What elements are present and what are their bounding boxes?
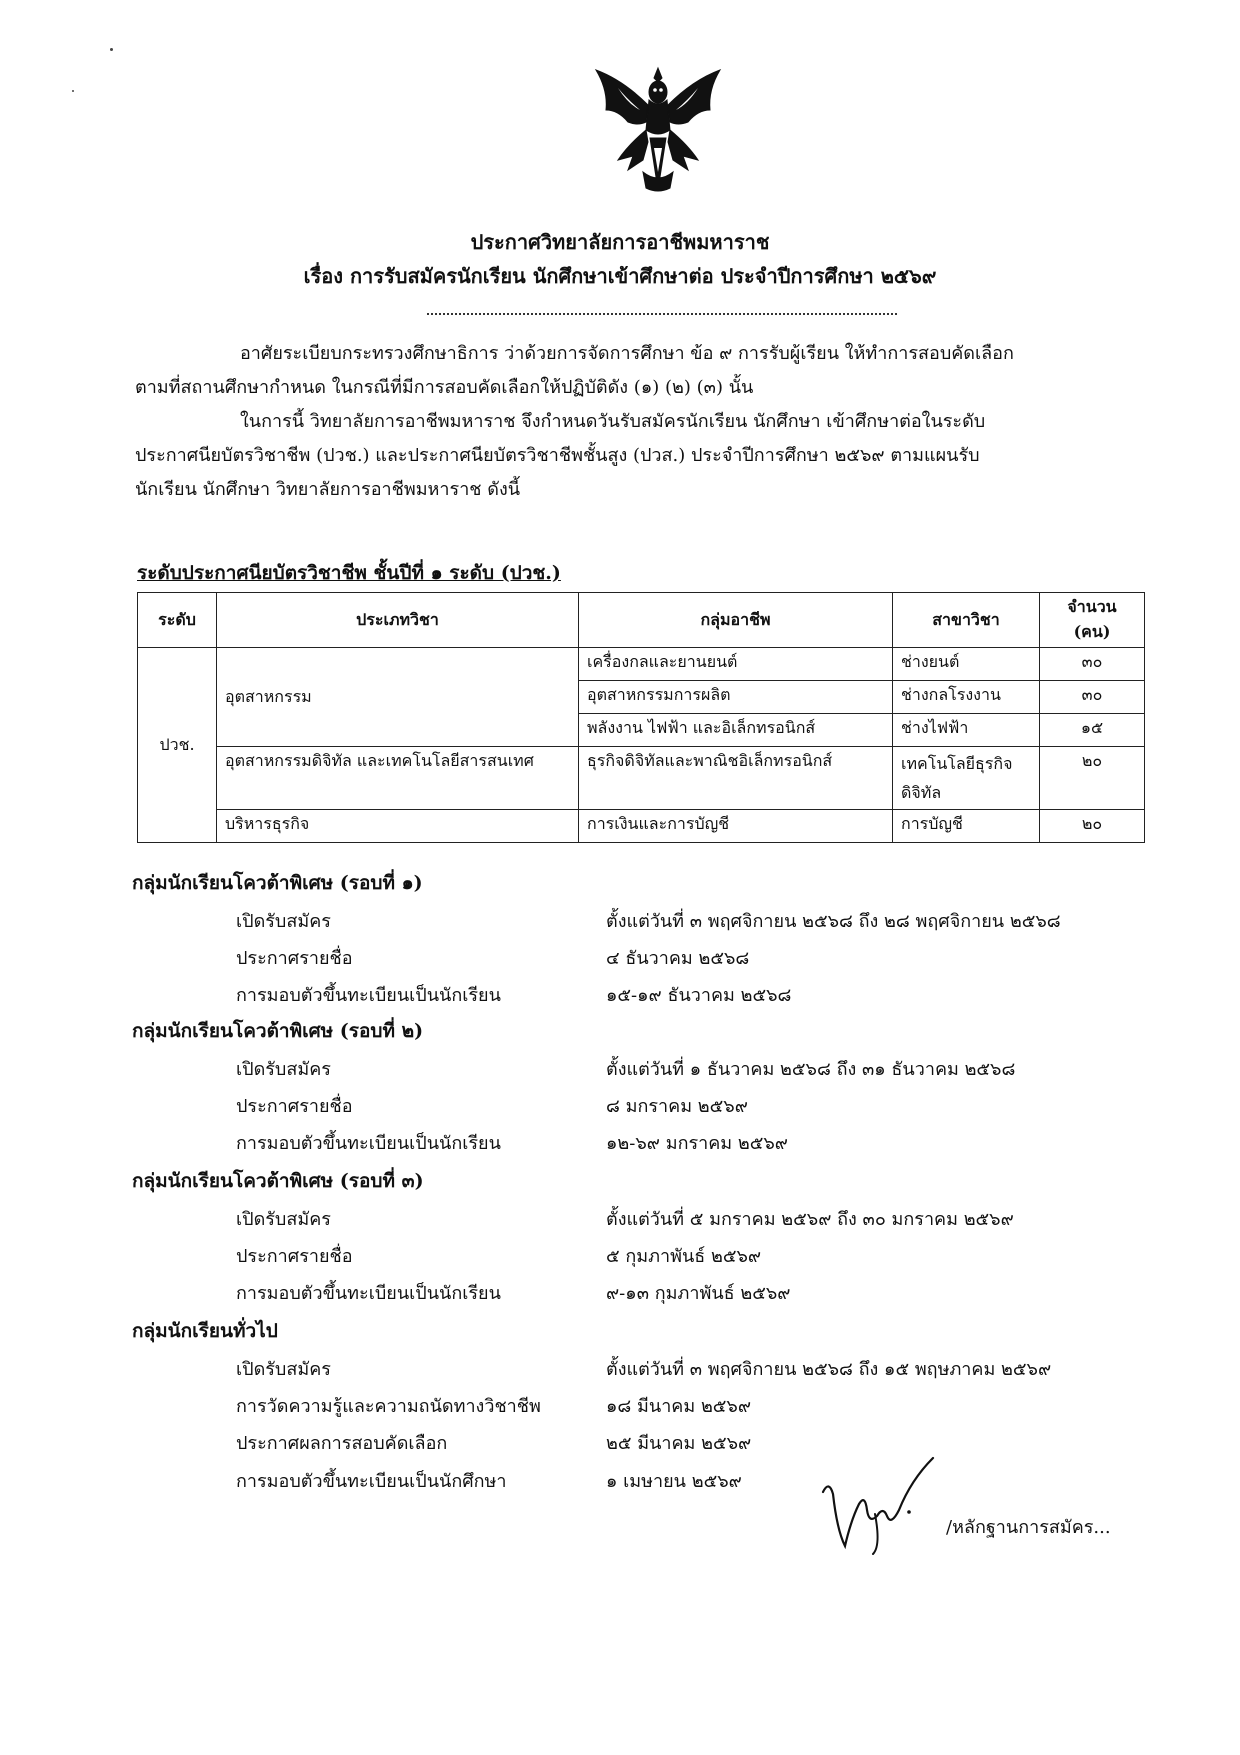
major-cell: ช่างไฟฟ้า	[893, 714, 1040, 747]
major-cell: ช่างกลโรงงาน	[893, 681, 1040, 714]
type-cell: บริหารธุรกิจ	[217, 810, 579, 843]
scan-speck	[72, 90, 74, 92]
document-title: ประกาศวิทยาลัยการอาชีพมหาราช	[470, 230, 770, 254]
header-type: ประเภทวิชา	[217, 593, 579, 648]
group-cell: การเงินและการบัญชี	[579, 810, 893, 843]
schedule-item-label: ประกาศรายชื่อ	[236, 1096, 353, 1117]
para1-line2: ตามที่สถานศึกษากำหนด ในกรณีที่มีการสอบคัดเลือกให้ปฏิบัติดัง (๑) (๒) (๓) นั้น	[135, 377, 754, 398]
count-cell: ๒๐	[1040, 747, 1145, 810]
count-cell: ๓๐	[1040, 681, 1145, 714]
major-cell: การบัญชี	[893, 810, 1040, 843]
header-level: ระดับ	[138, 593, 217, 648]
schedule-item-value: ๑๒-๖๙ มกราคม ๒๕๖๙	[606, 1133, 788, 1154]
program-section-title: ระดับประกาศนียบัตรวิชาชีพ ชั้นปีที่ ๑ ระดับ (ปวช.)	[137, 562, 561, 584]
group-cell: พลังงาน ไฟฟ้า และอิเล็กทรอนิกส์	[579, 714, 893, 747]
para1-line1: อาศัยระเบียบกระทรวงศึกษาธิการ ว่าด้วยการจัดการศึกษา ข้อ ๙ การรับผู้เรียน ให้ทำการสอบคัดเลือก	[240, 343, 1014, 364]
major-cell: เทคโนโลยีธุรกิจดิจิทัล	[893, 747, 1040, 810]
schedule-item-label: ประกาศรายชื่อ	[236, 1246, 353, 1267]
schedule-item-label: ประกาศรายชื่อ	[236, 948, 353, 969]
schedule-item-label: ประกาศผลการสอบคัดเลือก	[236, 1433, 448, 1454]
count-cell: ๒๐	[1040, 810, 1145, 843]
scan-speck	[110, 48, 113, 51]
count-cell: ๑๕	[1040, 714, 1145, 747]
title-divider	[427, 313, 897, 315]
header-major: สาขาวิชา	[893, 593, 1040, 648]
level-cell: ปวช.	[138, 648, 217, 843]
schedule-item-value: ตั้งแต่วันที่ ๕ มกราคม ๒๕๖๙ ถึง ๓๐ มกราคม ๒๕๖๙	[606, 1209, 1014, 1230]
schedule-item-value: ๘ มกราคม ๒๕๖๙	[606, 1096, 748, 1117]
schedule-group-title: กลุ่มนักเรียนโควต้าพิเศษ (รอบที่ ๑)	[132, 872, 423, 894]
schedule-item-value: ตั้งแต่วันที่ ๓ พฤศจิกายน ๒๕๖๘ ถึง ๒๘ พฤศจิกายน ๒๕๖๘	[606, 911, 1061, 932]
document-subject: เรื่อง การรับสมัครนักเรียน นักศึกษาเข้าศึกษาต่อ ประจำปีการศึกษา ๒๕๖๙	[303, 264, 937, 288]
schedule-item-value: ๑๕-๑๙ ธันวาคม ๒๕๖๘	[606, 985, 792, 1006]
table-row	[138, 747, 1145, 810]
table-row	[138, 648, 1145, 681]
header-count: จำนวน (คน)	[1040, 593, 1145, 648]
group-cell: ธุรกิจดิจิทัลและพาณิชอิเล็กทรอนิกส์	[579, 747, 893, 810]
schedule-item-label: การมอบตัวขึ้นทะเบียนเป็นนักเรียน	[236, 1283, 501, 1304]
garuda-emblem-icon	[588, 60, 728, 198]
schedule-item-label: การมอบตัวขึ้นทะเบียนเป็นนักเรียน	[236, 1133, 501, 1154]
schedule-item-value: ๕ กุมภาพันธ์ ๒๕๖๙	[606, 1246, 762, 1267]
schedule-item-value: ๔ ธันวาคม ๒๕๖๘	[606, 948, 750, 969]
para2-line2: ประกาศนียบัตรวิชาชีพ (ปวช.) และประกาศนียบัตรวิชาชีพชั้นสูง (ปวส.) ประจำปีการศึกษา ๒๕๖๙ ตามแผนรับ	[135, 445, 980, 466]
schedule-item-value: ตั้งแต่วันที่ ๑ ธันวาคม ๒๕๖๘ ถึง ๓๑ ธันวาคม ๒๕๖๘	[606, 1059, 1016, 1080]
program-table	[137, 592, 1145, 843]
table-row	[138, 810, 1145, 843]
schedule-group-title: กลุ่มนักเรียนโควต้าพิเศษ (รอบที่ ๓)	[132, 1170, 424, 1192]
schedule-item-value: ๙-๑๓ กุมภาพันธ์ ๒๕๖๙	[606, 1283, 791, 1304]
continued-note: /หลักฐานการสมัคร...	[946, 1517, 1111, 1538]
schedule-item-value: ๒๕ มีนาคม ๒๕๖๙	[606, 1433, 752, 1454]
group-cell: อุตสาหกรรมการผลิต	[579, 681, 893, 714]
count-cell: ๓๐	[1040, 648, 1145, 681]
header-group: กลุ่มอาชีพ	[579, 593, 893, 648]
schedule-group-title: กลุ่มนักเรียนโควต้าพิเศษ (รอบที่ ๒)	[132, 1020, 424, 1042]
table-header-row	[138, 593, 1145, 648]
group-cell: เครื่องกลและยานยนต์	[579, 648, 893, 681]
schedule-item-label: การมอบตัวขึ้นทะเบียนเป็นนักศึกษา	[236, 1471, 507, 1492]
schedule-item-label: การมอบตัวขึ้นทะเบียนเป็นนักเรียน	[236, 985, 501, 1006]
schedule-item-label: เปิดรับสมัคร	[236, 1209, 331, 1230]
schedule-item-label: เปิดรับสมัคร	[236, 911, 331, 932]
schedule-item-label: เปิดรับสมัคร	[236, 1059, 331, 1080]
para2-line3: นักเรียน นักศึกษา วิทยาลัยการอาชีพมหาราช ดังนี้	[135, 479, 521, 500]
type-cell: อุตสาหกรรม	[217, 648, 579, 747]
major-cell: ช่างยนต์	[893, 648, 1040, 681]
schedule-item-value: ๑๘ มีนาคม ๒๕๖๙	[606, 1396, 752, 1417]
schedule-group-title: กลุ่มนักเรียนทั่วไป	[132, 1320, 278, 1342]
schedule-item-label: เปิดรับสมัคร	[236, 1359, 331, 1380]
schedule-item-label: การวัดความรู้และความถนัดทางวิชาชีพ	[236, 1396, 541, 1417]
signature-icon	[815, 1450, 945, 1560]
type-cell: อุตสาหกรรมดิจิทัล และเทคโนโลยีสารสนเทศ	[217, 747, 579, 810]
schedule-item-value: ๑ เมษายน ๒๕๖๙	[606, 1471, 742, 1492]
para2-line1: ในการนี้ วิทยาลัยการอาชีพมหาราช จึงกำหนดวันรับสมัครนักเรียน นักศึกษา เข้าศึกษาต่อในระดับ	[240, 411, 986, 432]
schedule-item-value: ตั้งแต่วันที่ ๓ พฤศจิกายน ๒๕๖๘ ถึง ๑๕ พฤษภาคม ๒๕๖๙	[606, 1359, 1052, 1380]
